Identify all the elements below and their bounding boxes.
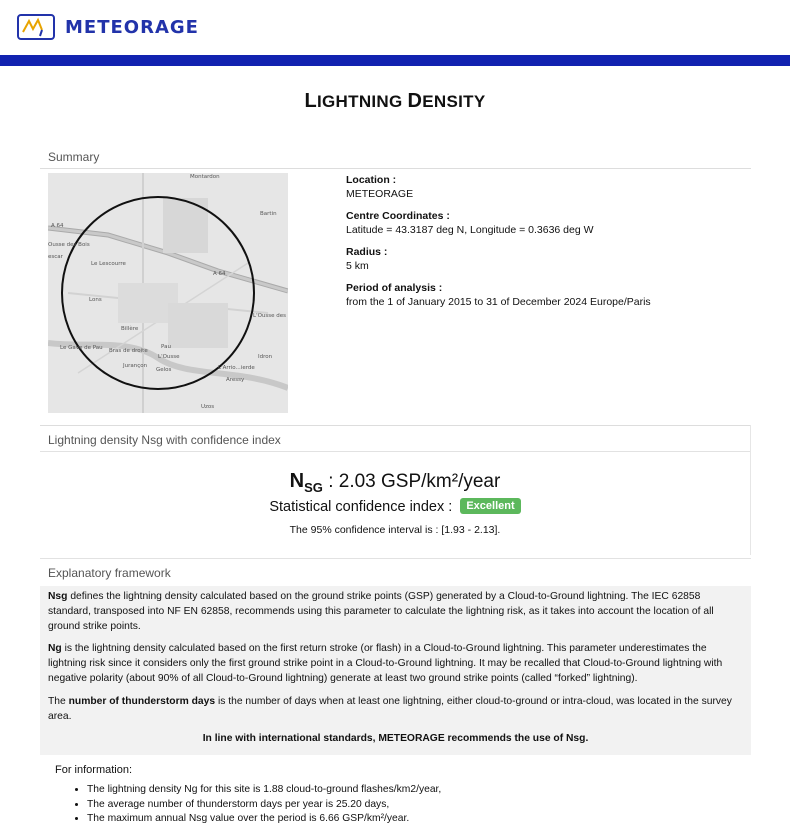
- lightning-logo-icon: [17, 14, 55, 40]
- framework-heading: Explanatory framework: [48, 566, 171, 580]
- divider: [40, 558, 751, 559]
- map-label: Ousse des Bois: [48, 242, 90, 248]
- page-title: LIGHTNING DENSITY: [304, 90, 486, 112]
- map-label: Billère: [121, 326, 139, 332]
- brand-name: METEORAGE: [65, 16, 199, 38]
- map-label: Aressy: [226, 377, 245, 383]
- divider: [40, 425, 751, 426]
- map-label: Bartin: [260, 211, 277, 217]
- map-label: escar: [48, 254, 63, 260]
- map-label: Bras de droite: [109, 348, 148, 354]
- coords-label: Centre Coordinates :: [346, 210, 450, 222]
- header-bar: [0, 55, 790, 66]
- coords-value: Latitude = 43.3187 deg N, Longitude = 0.3636 deg W: [346, 224, 594, 236]
- radius-value: 5 km: [346, 260, 369, 272]
- confidence-interval: The 95% confidence interval is : [1.93 - 2.13].: [289, 524, 501, 536]
- brand-logo[interactable]: [17, 14, 199, 40]
- list-item: • The lightning density Ng for this site is 1.88 cloud-to-ground flashes/km2/year,: [87, 783, 441, 798]
- recommendation: In line with international standards, METEORAGE recommends the use of Nsg.: [202, 733, 589, 745]
- info-heading: For information:: [55, 764, 133, 776]
- map-label: Jurançon: [123, 363, 148, 369]
- confidence-index: Statistical confidence index : Excellent: [0, 498, 790, 515]
- map-label: Montardon: [190, 174, 220, 180]
- map-label: Uzos: [201, 404, 215, 410]
- location-info: [346, 173, 651, 317]
- map-label: L'Ousse des: [253, 313, 286, 319]
- map-graphic: [48, 173, 288, 413]
- location-value: METEORAGE: [346, 188, 414, 200]
- summary-heading: Summary: [48, 150, 100, 164]
- location-map[interactable]: [48, 173, 288, 413]
- divider: [40, 168, 751, 169]
- radius-label: Radius :: [346, 246, 388, 258]
- map-label: Idron: [258, 354, 273, 360]
- confidence-badge: Excellent: [460, 498, 520, 514]
- density-heading: Lightning density Nsg with confidence index: [48, 433, 281, 447]
- period-value: from the 1 of January 2015 to 31 of December 2024 Europe/Paris: [346, 296, 651, 308]
- framework-body: [40, 586, 751, 755]
- map-label: A 64: [213, 271, 226, 277]
- map-label: Lons: [89, 297, 102, 303]
- location-label: Location :: [346, 174, 397, 186]
- divider: [40, 451, 751, 452]
- paragraph-thunder-days: The number of thunderstorm days is the number of days when at least one lightning, either cloud-to-ground or intra-cloud, was located in the survey area.: [48, 695, 732, 722]
- map-label: Gelos: [156, 367, 172, 373]
- info-list: [75, 783, 441, 827]
- period-label: Period of analysis :: [346, 282, 443, 294]
- map-label: L'Arrio...ierde: [218, 365, 255, 371]
- list-item: • The average number of thunderstorm days per year is 25.20 days,: [87, 798, 441, 813]
- list-item: • The maximum annual Nsg value over the period is 6.66 GSP/km²/year.: [87, 812, 441, 827]
- map-label: Le Lescourre: [91, 261, 126, 267]
- paragraph-ng: Ng is the lightning density calculated based on the first return stroke (or flash) in a Cloud-to-Ground lightning. This parameter underestimates the lightning risk since it considers only the first ground strike point in a Cloud-to-Ground lightning. It may be recalled that Cloud-to-Ground lightning with negative polarity (about 90% of all Cloud-to-Ground lightning) generate at least two ground strike points (called “forked” lightning).: [48, 643, 723, 684]
- map-label: Pau: [161, 344, 171, 350]
- map-label: Le Gave de Pau: [60, 345, 103, 351]
- paragraph-nsg: Nsg defines the lightning density calculated based on the ground strike points (GSP) generated by a Cloud-to-Ground lightning. The IEC 62858 standard, transposed into NF EN 62858, recommends using this parameter to calculate the lightning risk, as it takes into account the location of all ground strike points.: [48, 591, 714, 632]
- map-label: A 64: [51, 223, 64, 229]
- map-label: L'Ousse: [158, 354, 180, 360]
- nsg-value: $N_{SG}$ : 2.03 GSP/km²/year: [289, 470, 501, 495]
